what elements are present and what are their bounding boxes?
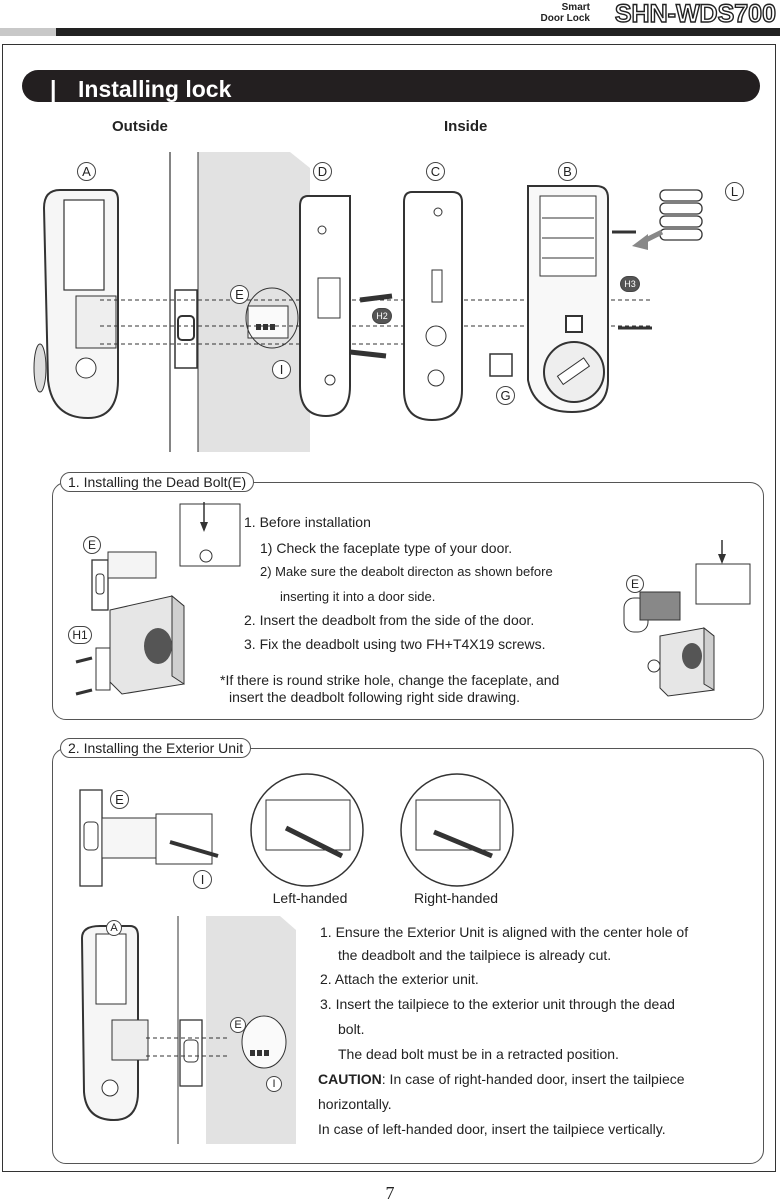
exploded-lock-diagram (0, 0, 780, 470)
step1-line-4: inserting it into a door side. (280, 589, 436, 604)
caution-line-2: horizontally. (318, 1096, 392, 1112)
step2-line-4: 3. Insert the tailpiece to the exterior unit through the dead (320, 996, 675, 1012)
caution-text: : In case of right-handed door, insert the tailpiece (381, 1071, 685, 1087)
callout-h3: H3 (620, 276, 640, 292)
callout-a: A (77, 162, 96, 181)
callout-h2: H2 (372, 308, 392, 324)
callout-b: B (558, 162, 577, 181)
step2-line-2: the deadbolt and the tailpiece is already cut. (338, 947, 612, 963)
exterior-unit-illustration-bottom (60, 916, 300, 1146)
step1-callout-e-right: E (626, 575, 644, 593)
right-handed-caption: Right-handed (413, 890, 499, 906)
step2-line-1: 1. Ensure the Exterior Unit is aligned with the center hole of (320, 924, 689, 940)
step2-callout-e2: E (230, 1017, 246, 1033)
caution-line-3: In case of left-handed door, insert the tailpiece vertically. (318, 1121, 666, 1137)
callout-l: L (725, 182, 744, 201)
step1-note-1: *If there is round strike hole, change the faceplate, and (220, 672, 560, 688)
exterior-unit-illustration-top (70, 770, 590, 910)
caution-label: CAUTION (318, 1071, 382, 1087)
step1-line-2: 1) Check the faceplate type of your door. (260, 540, 513, 556)
section-title: Installing lock (78, 76, 232, 102)
step1-callout-e: E (83, 536, 101, 554)
inside-label: Inside (444, 118, 488, 135)
page-number: 7 (385, 1183, 395, 1203)
step1-heading: 1. Installing the Dead Bolt(E) (60, 472, 254, 492)
brand-line-1: Smart (561, 2, 590, 13)
brand-line-2: Door Lock (540, 13, 590, 24)
step2-callout-e: E (110, 790, 129, 809)
step2-callout-i: I (193, 870, 212, 889)
step1-line-3: 2) Make sure the deabolt directon as shown before (260, 564, 553, 579)
left-handed-caption: Left-handed (272, 890, 348, 906)
outside-label: Outside (112, 118, 168, 135)
step2-line-5: bolt. (338, 1021, 365, 1037)
step1-callout-h1: H1 (68, 626, 92, 644)
callout-i: I (272, 360, 291, 379)
callout-e: E (230, 285, 249, 304)
step1-note-2: insert the deadbolt following right side drawing. (229, 689, 521, 705)
step2-line-6: The dead bolt must be in a retracted position. (338, 1046, 619, 1062)
section-title-marker: | (50, 76, 57, 102)
step2-line-3: 2. Attach the exterior unit. (320, 971, 479, 987)
model-name: SHN-WDS700 (614, 0, 776, 28)
step2-callout-i2: I (266, 1076, 282, 1092)
callout-g: G (496, 386, 515, 405)
step1-line-6: 3. Fix the deadbolt using two FH+T4X19 screws. (244, 636, 546, 652)
step2-callout-a: A (106, 920, 122, 936)
deadbolt-illustration-right (610, 540, 760, 700)
callout-d: D (313, 162, 332, 181)
step2-heading: 2. Installing the Exterior Unit (60, 738, 251, 758)
step1-line-1: 1. Before installation (244, 514, 371, 530)
callout-c: C (426, 162, 445, 181)
step1-line-5: 2. Insert the deadbolt from the side of the door. (244, 612, 535, 628)
caution-line (318, 1069, 685, 1089)
